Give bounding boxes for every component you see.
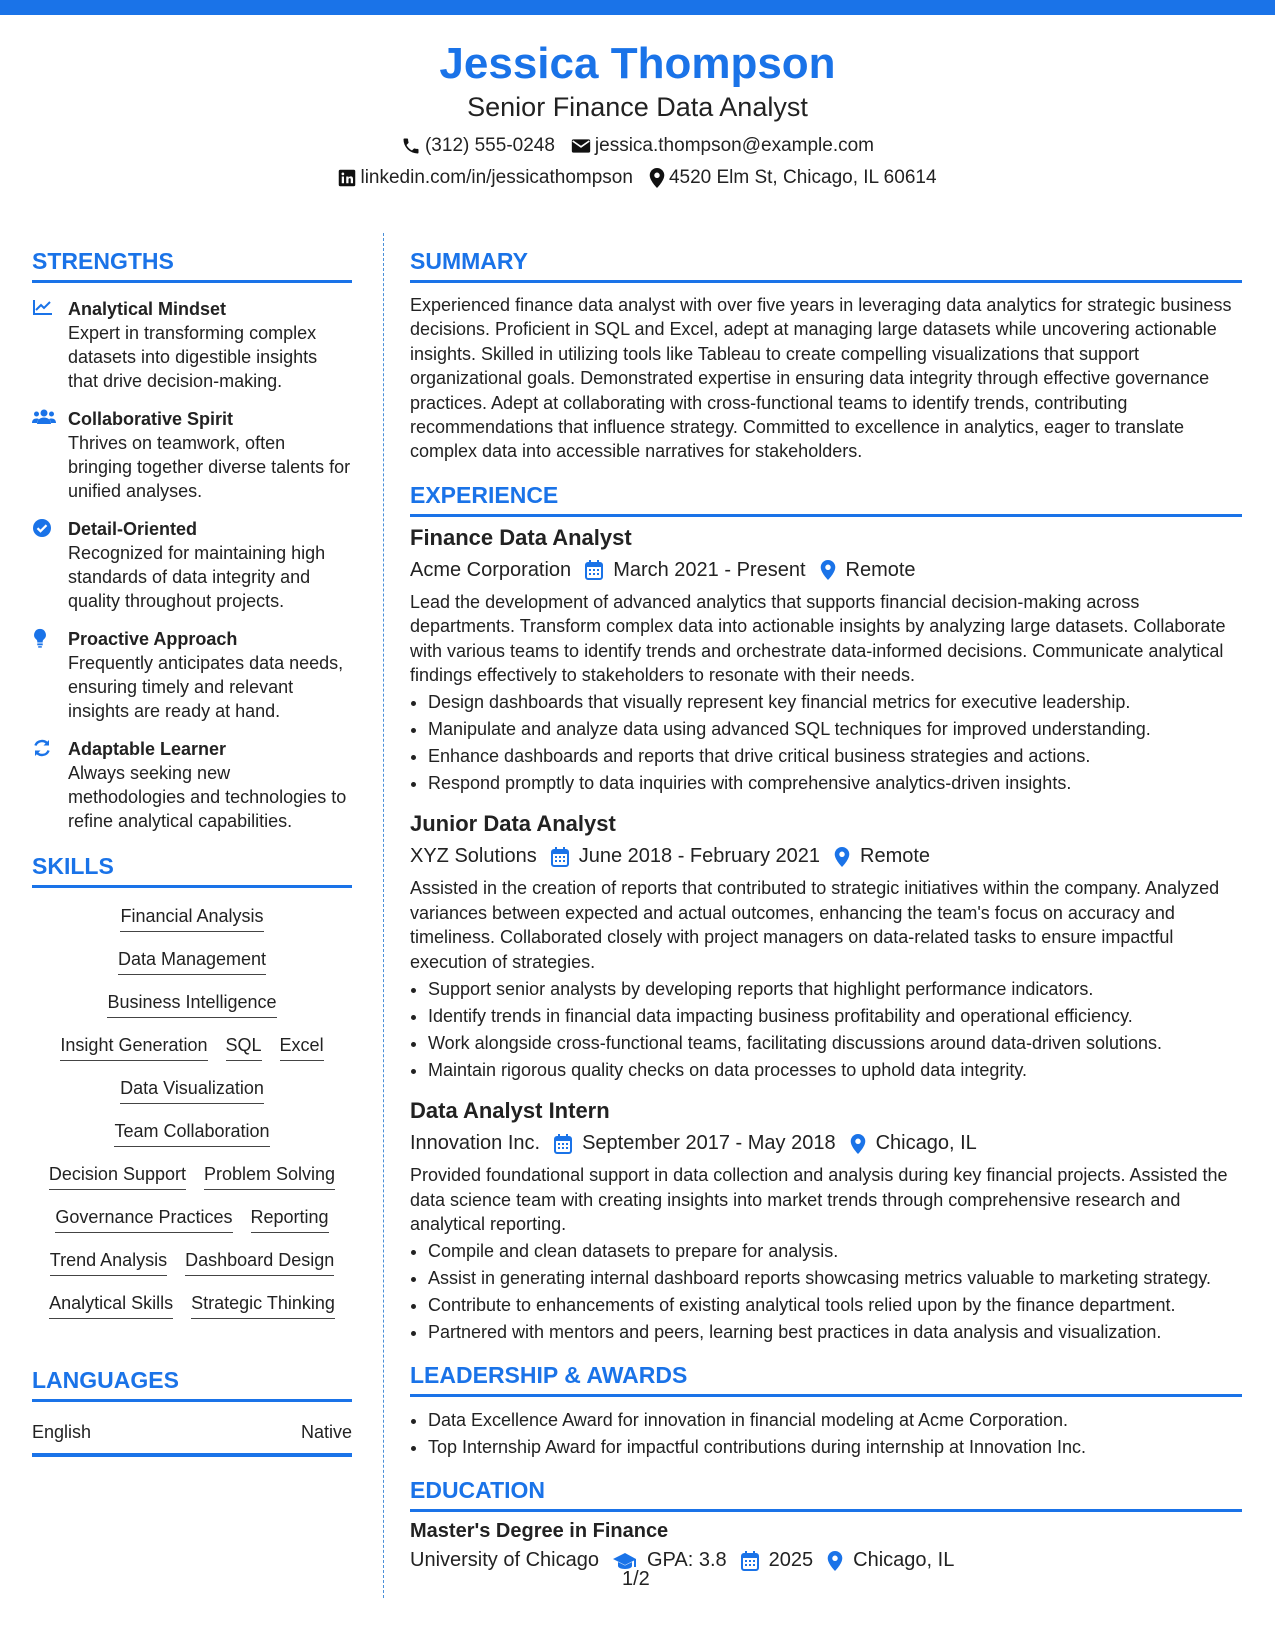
job-dates-item	[551, 845, 820, 868]
phone-contact	[401, 135, 555, 157]
skill-tag: Insight Generation	[60, 1033, 207, 1061]
year-text: 2025	[768, 1549, 814, 1572]
summary-text: Experienced finance data analyst with over five years in leveraging data analytics for strategic business decisions. Proficient in SQL and Excel, adept at managing large datasets while uncovering actionable insights. Skilled in utilizing tools like Tableau to create compelling visualizations that support organizational goals. Demonstrated expertise in ensuring data integrity through effective governance practices. Adept at collaborating with cross-functional teams to identify trends, contributing recommendations that influence strategy. Committed to excellence in analytics, eager to translate complex data into accessible narratives for stakeholders.	[410, 295, 1232, 462]
email-contact[interactable]	[571, 135, 874, 157]
skill-row	[32, 1248, 352, 1276]
skill-tag: Financial Analysis	[120, 904, 263, 932]
skill-tag: Reporting	[251, 1205, 329, 1233]
strength-description: Expert in transforming complex datasets into digestible insights that drive decision-making.	[68, 323, 318, 391]
skill-tag: Excel	[280, 1033, 324, 1061]
calendar-icon	[585, 560, 603, 580]
job-location: Remote	[860, 845, 931, 868]
job-description: Provided foundational support in data collection and analysis during key financial projects. Assisted the data science team with creating insights into market trends through comprehensive research and analytical reporting.	[410, 1165, 1228, 1234]
job-bullet: • Compile and clean datasets to prepare for analysis.	[428, 1238, 1242, 1265]
strength-title: Collaborative Spirit	[68, 409, 234, 429]
phone-text: (312) 555-0248	[424, 135, 555, 157]
job-bullet: • Manipulate and analyze data using advanced SQL techniques for improved understanding.	[428, 716, 1242, 743]
strength-body	[68, 297, 352, 393]
gpa-text: GPA: 3.8	[646, 1549, 727, 1572]
languages-heading: LANGUAGES	[32, 1367, 352, 1402]
skill-row	[32, 1162, 352, 1190]
skill-tag: Governance Practices	[55, 1205, 232, 1233]
candidate-role: Senior Finance Data Analyst	[467, 92, 808, 123]
email-text: jessica.thompson@example.com	[594, 135, 874, 157]
skill-row	[32, 990, 352, 1018]
calendar-icon	[551, 847, 569, 867]
job-bullet: • Assist in generating internal dashboard reports showcasing metrics valuable to marketing strategy.	[428, 1265, 1242, 1292]
summary-heading: SUMMARY	[410, 248, 1242, 283]
job-bullets	[410, 1238, 1242, 1346]
skill-tag: Data Management	[118, 947, 266, 975]
job-location-item	[850, 1132, 977, 1155]
leadership-list	[410, 1407, 1242, 1461]
skill-tag: Trend Analysis	[50, 1248, 167, 1276]
strength-title: Analytical Mindset	[68, 299, 227, 319]
linkedin-text: linkedin.com/in/jessicathompson	[360, 167, 633, 189]
edu-location-item	[827, 1549, 954, 1572]
strength-item	[32, 297, 352, 393]
skill-tag: Analytical Skills	[49, 1291, 173, 1319]
address-contact	[649, 167, 937, 189]
job-meta	[410, 559, 1242, 582]
job-bullet: • Contribute to enhancements of existing analytical tools relied upon by the finance department.	[428, 1292, 1242, 1319]
job-dates: September 2017 - May 2018	[582, 1132, 836, 1155]
map-pin-icon	[834, 847, 850, 867]
strengths-heading: STRENGTHS	[32, 248, 352, 283]
map-pin-icon	[649, 168, 665, 188]
job-dates: June 2018 - February 2021	[578, 845, 821, 868]
top-accent-bar	[0, 0, 1275, 15]
skill-row	[32, 1076, 352, 1104]
page-number: 1/2	[622, 1568, 650, 1590]
lightbulb-icon	[32, 627, 56, 723]
job-bullet: • Identify trends in financial data impacting business profitability and operational efficiency.	[428, 1003, 1242, 1030]
skill-row	[32, 904, 352, 932]
contact-line-1	[0, 135, 1275, 157]
job-description: Lead the development of advanced analytics that supports financial decision-making across departments. Transform complex data into actionable insights by analyzing large datasets. Collaborate with various teams to identify trends and orchestrate data-informed decisions. Communicate analytical findings effectively to stakeholders to resonate with their needs.	[410, 591, 1226, 686]
map-pin-icon	[820, 560, 836, 580]
job-location-item	[834, 845, 930, 868]
edu-location-text: Chicago, IL	[853, 1549, 955, 1572]
strength-description: Always seeking new methodologies and technologies to refine analytical capabilities.	[68, 763, 347, 831]
job-bullet: • Maintain rigorous quality checks on data processes to uphold data integrity.	[428, 1057, 1242, 1084]
year-item	[741, 1549, 814, 1572]
job-meta	[410, 1132, 1242, 1155]
school-name: University of Chicago	[410, 1549, 599, 1572]
language-level: Native	[300, 1422, 352, 1442]
check-circle-icon	[32, 517, 56, 613]
skill-tag: SQL	[226, 1033, 262, 1061]
language-name: English	[32, 1422, 92, 1442]
strength-title: Adaptable Learner	[68, 739, 227, 759]
chart-line-icon	[32, 297, 56, 393]
leadership-item: • Data Excellence Award for innovation in financial modeling at Acme Corporation.	[428, 1407, 1242, 1434]
skill-row	[32, 1291, 352, 1319]
job-location-item	[820, 559, 916, 582]
strength-title: Proactive Approach	[68, 629, 238, 649]
calendar-icon	[741, 1551, 759, 1571]
job-dates-item	[585, 559, 805, 582]
job-bullet: • Enhance dashboards and reports that drive critical business strategies and actions.	[428, 743, 1242, 770]
skills-heading: SKILLS	[32, 853, 352, 888]
leadership-heading: LEADERSHIP & AWARDS	[410, 1362, 1242, 1397]
skill-tag: Dashboard Design	[185, 1248, 334, 1276]
jobs-list	[410, 525, 1242, 1346]
map-pin-icon	[850, 1134, 866, 1154]
users-icon	[32, 407, 56, 503]
job-bullet: • Partnered with mentors and peers, learning best practices in data analysis and visualization.	[428, 1319, 1242, 1346]
calendar-icon	[554, 1134, 572, 1154]
job-title: Finance Data Analyst	[410, 524, 632, 550]
skill-tag: Problem Solving	[204, 1162, 335, 1190]
job-entry	[410, 1098, 1242, 1346]
job-dates-item	[554, 1132, 836, 1155]
strength-description: Thrives on teamwork, often bringing together diverse talents for unified analyses.	[68, 433, 351, 501]
education-heading: EDUCATION	[410, 1477, 1242, 1512]
skills-list	[32, 904, 352, 1319]
job-meta	[410, 845, 1242, 868]
strength-description: Recognized for maintaining high standards of data integrity and quality throughout projects.	[68, 543, 326, 611]
strength-description: Frequently anticipates data needs, ensuring timely and relevant insights are ready at hand.	[68, 653, 344, 721]
degree-title: Master's Degree in Finance	[410, 1520, 669, 1543]
map-pin-icon	[827, 1551, 843, 1571]
resume-header	[0, 40, 1275, 189]
experience-heading: EXPERIENCE	[410, 482, 1242, 517]
job-bullets	[410, 976, 1242, 1084]
strength-item	[32, 517, 352, 613]
strength-body	[68, 737, 352, 833]
right-column	[410, 248, 1242, 1580]
skill-row	[32, 947, 352, 975]
language-row	[32, 1422, 352, 1457]
strength-title: Detail-Oriented	[68, 519, 198, 539]
address-text: 4520 Elm St, Chicago, IL 60614	[668, 167, 937, 189]
job-location: Remote	[845, 558, 916, 581]
strength-item	[32, 407, 352, 503]
envelope-icon	[571, 137, 591, 155]
strength-body	[68, 517, 352, 613]
linkedin-icon	[338, 169, 356, 187]
strength-body	[68, 407, 352, 503]
job-title: Data Analyst Intern	[410, 1098, 610, 1124]
job-bullet: • Respond promptly to data inquiries with comprehensive analytics-driven insights.	[428, 770, 1242, 797]
job-title: Junior Data Analyst	[410, 811, 616, 837]
skill-row	[32, 1119, 352, 1147]
job-location: Chicago, IL	[875, 1132, 977, 1155]
education-meta	[410, 1549, 1242, 1572]
job-dates: March 2021 - Present	[613, 558, 806, 581]
company-name: Acme Corporation	[410, 558, 572, 581]
column-divider	[383, 233, 384, 1598]
job-entry	[410, 525, 1242, 798]
strength-item	[32, 627, 352, 723]
skill-row	[32, 1033, 352, 1061]
contact-line-2	[0, 167, 1275, 189]
linkedin-contact[interactable]	[338, 167, 632, 189]
job-bullets	[410, 689, 1242, 797]
left-column	[32, 248, 352, 1457]
strengths-list	[32, 297, 352, 833]
job-entry	[410, 811, 1242, 1084]
leadership-item: • Top Internship Award for impactful contributions during internship at Innovation Inc.	[428, 1434, 1242, 1461]
job-description: Assisted in the creation of reports that contributed to strategic initiatives within the company. Analyzed variances between expected and actual outcomes, enhancing the team's focus on accuracy and timeliness. Collaborated closely with project managers on data-related tasks to ensure impactful execution of strategies.	[410, 878, 1220, 972]
skill-tag: Strategic Thinking	[191, 1291, 335, 1319]
job-bullet: • Design dashboards that visually represent key financial metrics for executive leadership.	[428, 689, 1242, 716]
strength-body	[68, 627, 352, 723]
skill-tag: Business Intelligence	[107, 990, 276, 1018]
job-bullet: • Work alongside cross-functional teams, facilitating discussions around data-driven solutions.	[428, 1030, 1242, 1057]
strength-item	[32, 737, 352, 833]
skill-tag: Team Collaboration	[114, 1119, 269, 1147]
job-bullet: • Support senior analysts by developing reports that highlight performance indicators.	[428, 976, 1242, 1003]
skill-tag: Decision Support	[49, 1162, 186, 1190]
company-name: Innovation Inc.	[410, 1132, 541, 1155]
candidate-name: Jessica Thompson	[439, 39, 836, 88]
refresh-icon	[32, 737, 56, 833]
company-name: XYZ Solutions	[410, 845, 537, 868]
skill-row	[32, 1205, 352, 1233]
skill-tag: Data Visualization	[120, 1076, 264, 1104]
phone-icon	[401, 136, 421, 156]
